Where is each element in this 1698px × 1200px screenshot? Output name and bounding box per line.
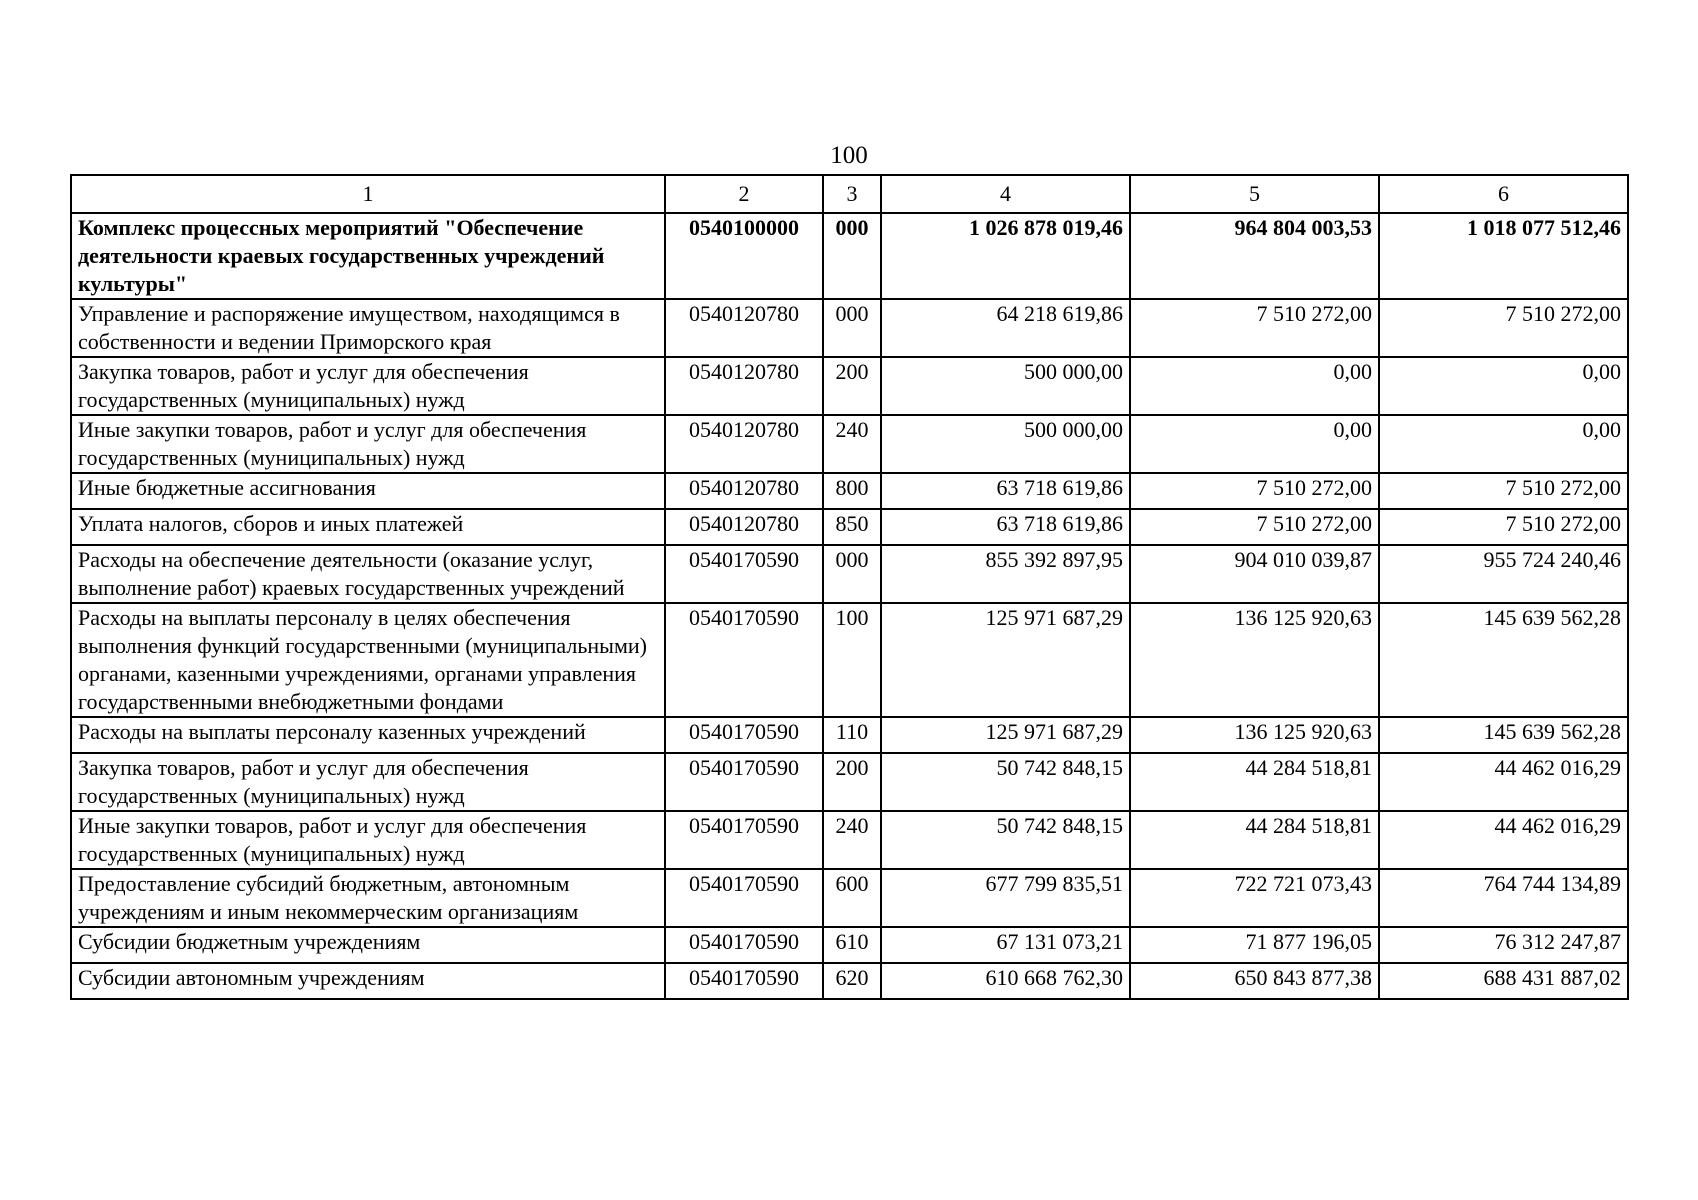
header-col-4: 4	[881, 175, 1130, 213]
table-row	[71, 545, 1628, 603]
row-code: 0540170590	[665, 545, 823, 603]
row-value-col5: 0,00	[1130, 415, 1379, 473]
row-code: 0540120780	[665, 299, 823, 357]
row-value-col6: 7 510 272,00	[1379, 509, 1628, 545]
row-code: 0540170590	[665, 811, 823, 869]
header-col-1: 1	[71, 175, 665, 213]
row-value-col4: 855 392 897,95	[881, 545, 1130, 603]
row-value-col6: 145 639 562,28	[1379, 603, 1628, 717]
table-row	[71, 603, 1628, 717]
table-row	[71, 473, 1628, 509]
row-value-col4: 677 799 835,51	[881, 869, 1130, 927]
table-row	[71, 415, 1628, 473]
row-name: Расходы на выплаты персоналу казенных учреждений	[71, 717, 665, 753]
row-code: 0540120780	[665, 509, 823, 545]
row-value-col5: 650 843 877,38	[1130, 963, 1379, 999]
table-row	[71, 213, 1628, 299]
row-value-col4: 50 742 848,15	[881, 811, 1130, 869]
table-row	[71, 927, 1628, 963]
row-value-col6: 145 639 562,28	[1379, 717, 1628, 753]
row-code: 0540170590	[665, 869, 823, 927]
row-value-col6: 7 510 272,00	[1379, 473, 1628, 509]
row-expense-type: 100	[823, 603, 881, 717]
row-expense-type: 610	[823, 927, 881, 963]
row-value-col4: 63 718 619,86	[881, 509, 1130, 545]
row-code: 0540170590	[665, 963, 823, 999]
header-col-2: 2	[665, 175, 823, 213]
row-name: Комплекс процессных мероприятий "Обеспечение деятельности краевых государственных учреждений культуры"	[71, 213, 665, 299]
header-col-5: 5	[1130, 175, 1379, 213]
row-expense-type: 620	[823, 963, 881, 999]
row-name: Расходы на выплаты персоналу в целях обеспечения выполнения функций государственными (муниципальными) органами, казенными учреждениями, органами управления государственными внебюджетными фондами	[71, 603, 665, 717]
row-code: 0540170590	[665, 927, 823, 963]
row-value-col4: 500 000,00	[881, 357, 1130, 415]
row-name: Предоставление субсидий бюджетным, автономным учреждениям и иным некоммерческим организациям	[71, 869, 665, 927]
row-value-col5: 0,00	[1130, 357, 1379, 415]
table-body	[71, 213, 1628, 999]
row-value-col6: 688 431 887,02	[1379, 963, 1628, 999]
header-col-6: 6	[1379, 175, 1628, 213]
row-name: Субсидии автономным учреждениям	[71, 963, 665, 999]
table-row	[71, 717, 1628, 753]
row-value-col5: 136 125 920,63	[1130, 603, 1379, 717]
row-name: Иные закупки товаров, работ и услуг для обеспечения государственных (муниципальных) нужд	[71, 415, 665, 473]
row-expense-type: 240	[823, 811, 881, 869]
table-row	[71, 811, 1628, 869]
table-row	[71, 299, 1628, 357]
row-code: 0540120780	[665, 357, 823, 415]
row-value-col4: 64 218 619,86	[881, 299, 1130, 357]
row-value-col5: 7 510 272,00	[1130, 299, 1379, 357]
row-expense-type: 000	[823, 299, 881, 357]
row-value-col4: 125 971 687,29	[881, 603, 1130, 717]
row-value-col5: 722 721 073,43	[1130, 869, 1379, 927]
row-value-col4: 610 668 762,30	[881, 963, 1130, 999]
row-value-col4: 50 742 848,15	[881, 753, 1130, 811]
row-value-col6: 0,00	[1379, 415, 1628, 473]
row-value-col6: 44 462 016,29	[1379, 811, 1628, 869]
row-value-col6: 7 510 272,00	[1379, 299, 1628, 357]
table-row	[71, 357, 1628, 415]
row-value-col4: 1 026 878 019,46	[881, 213, 1130, 299]
row-value-col5: 904 010 039,87	[1130, 545, 1379, 603]
row-value-col5: 44 284 518,81	[1130, 811, 1379, 869]
row-value-col4: 67 131 073,21	[881, 927, 1130, 963]
row-value-col5: 44 284 518,81	[1130, 753, 1379, 811]
row-code: 0540100000	[665, 213, 823, 299]
table-row	[71, 753, 1628, 811]
row-code: 0540170590	[665, 603, 823, 717]
row-name: Субсидии бюджетным учреждениям	[71, 927, 665, 963]
row-value-col5: 964 804 003,53	[1130, 213, 1379, 299]
row-value-col6: 0,00	[1379, 357, 1628, 415]
page-number: 100	[830, 142, 868, 169]
row-value-col6: 955 724 240,46	[1379, 545, 1628, 603]
budget-table	[70, 174, 1629, 1000]
row-name: Закупка товаров, работ и услуг для обеспечения государственных (муниципальных) нужд	[71, 753, 665, 811]
row-value-col4: 125 971 687,29	[881, 717, 1130, 753]
row-value-col5: 7 510 272,00	[1130, 473, 1379, 509]
row-code: 0540170590	[665, 717, 823, 753]
table-row	[71, 509, 1628, 545]
row-name: Управление и распоряжение имуществом, находящимся в собственности и ведении Приморского края	[71, 299, 665, 357]
row-value-col6: 76 312 247,87	[1379, 927, 1628, 963]
header-col-3: 3	[823, 175, 881, 213]
row-expense-type: 000	[823, 213, 881, 299]
row-value-col6: 764 744 134,89	[1379, 869, 1628, 927]
row-value-col6: 1 018 077 512,46	[1379, 213, 1628, 299]
row-value-col5: 7 510 272,00	[1130, 509, 1379, 545]
header-row	[71, 175, 1628, 213]
row-name: Расходы на обеспечение деятельности (оказание услуг, выполнение работ) краевых государственных учреждений	[71, 545, 665, 603]
row-value-col6: 44 462 016,29	[1379, 753, 1628, 811]
row-name: Уплата налогов, сборов и иных платежей	[71, 509, 665, 545]
row-code: 0540170590	[665, 753, 823, 811]
row-expense-type: 850	[823, 509, 881, 545]
row-code: 0540120780	[665, 415, 823, 473]
row-code: 0540120780	[665, 473, 823, 509]
row-expense-type: 200	[823, 753, 881, 811]
table-row	[71, 963, 1628, 999]
table-row	[71, 869, 1628, 927]
row-name: Закупка товаров, работ и услуг для обеспечения государственных (муниципальных) нужд	[71, 357, 665, 415]
row-value-col4: 63 718 619,86	[881, 473, 1130, 509]
row-value-col4: 500 000,00	[881, 415, 1130, 473]
row-expense-type: 800	[823, 473, 881, 509]
row-name: Иные бюджетные ассигнования	[71, 473, 665, 509]
row-expense-type: 240	[823, 415, 881, 473]
row-expense-type: 110	[823, 717, 881, 753]
row-expense-type: 000	[823, 545, 881, 603]
row-expense-type: 200	[823, 357, 881, 415]
row-value-col5: 136 125 920,63	[1130, 717, 1379, 753]
row-expense-type: 600	[823, 869, 881, 927]
row-name: Иные закупки товаров, работ и услуг для обеспечения государственных (муниципальных) нужд	[71, 811, 665, 869]
row-value-col5: 71 877 196,05	[1130, 927, 1379, 963]
